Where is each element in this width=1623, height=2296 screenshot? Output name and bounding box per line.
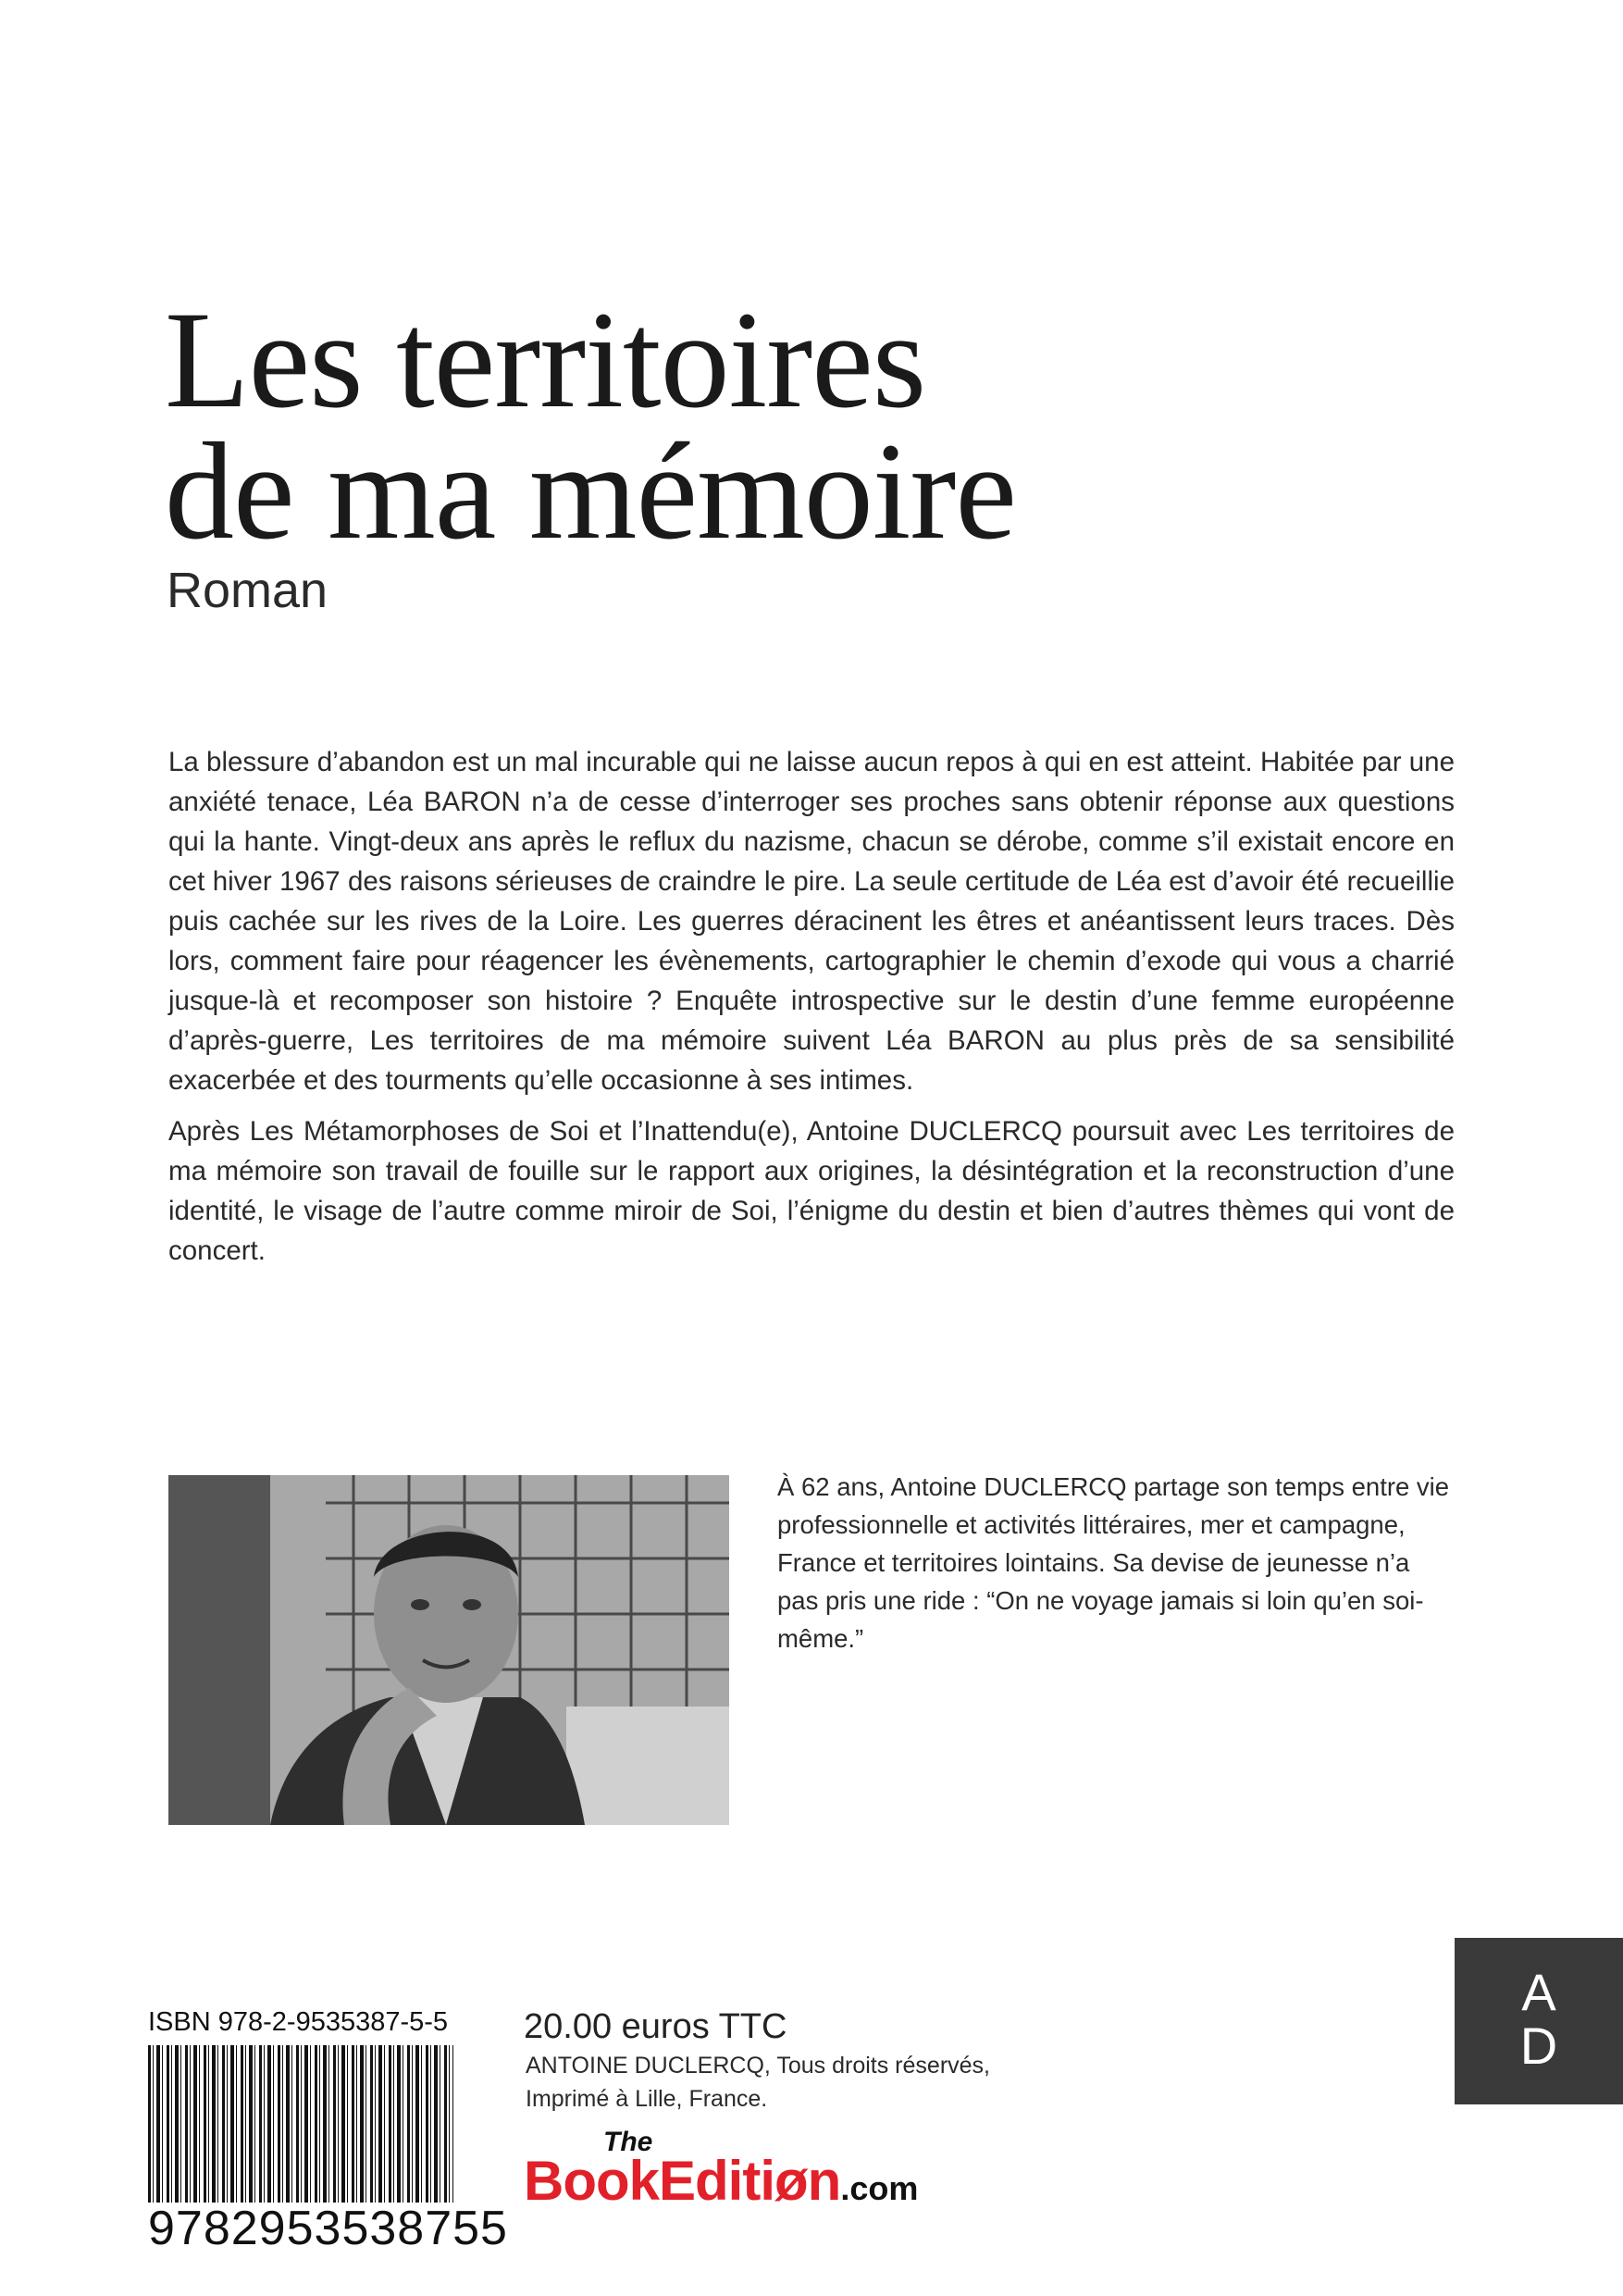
publisher-logo — [524, 2128, 986, 2212]
copyright-notice — [526, 2049, 990, 2116]
book-genre: Roman — [167, 563, 328, 618]
logo-name: BookEditi — [524, 2150, 774, 2212]
price: 20.00 euros TTC — [524, 2007, 787, 2046]
badge-letter-2: D — [1519, 2017, 1558, 2075]
barcode-number: 9782953538755 — [148, 2202, 508, 2255]
back-cover-blurb — [168, 742, 1455, 1282]
author-initials-badge — [1455, 1938, 1623, 2104]
copyright-line-1: ANTOINE DUCLERCQ, Tous droits réservés, — [526, 2053, 990, 2079]
copyright-line-2: Imprimé à Lille, France. — [526, 2086, 768, 2112]
book-title-line-1: Les territoires — [165, 283, 926, 437]
logo-suffix: .com — [840, 2169, 919, 2207]
blurb-paragraph-1: La blessure d’abandon est un mal incurable qui ne laisse aucun repos à qui en est atteint. Habitée par une anxiété tenace, Léa BARON n’a de cesse d’interroger ses proches sans obtenir réponse aux questions qui la hante. Vingt-deux ans après le reflux du nazisme, chacun se dérobe, comme s’il existait encore en cet hiver 1967 des raisons sérieuses de craindre le pire. La seule certitude de Léa est d’avoir été recueillie puis cachée sur les rives de la Loire. Les guerres déracinent les êtres et anéantissent leurs traces. Dès lors, comment faire pour réagencer les évènements, cartographier le chemin d’exode qui vous a charrié jusque-là et recomposer son histoire ? Enquête introspective sur le destin d’une femme européenne d’après-guerre, Les territoires de ma mémoire suivent Léa BARON au plus près de sa sensibilité exacerbée et des tourments qu’elle occasionne à ses intimes. — [168, 747, 1455, 1096]
barcode-icon — [148, 2045, 453, 2203]
book-title — [165, 283, 1016, 568]
logo-name-tail: n — [807, 2150, 841, 2212]
author-bio: À 62 ans, Antoine DUCLERCQ partage son temps entre vie professionnelle et activités littéraires, mer et campagne, France et territoires lointains. Sa devise de jeunesse n’a pas pris une ride : “On ne voyage jamais si loin qu’en soi-même.” — [777, 1472, 1450, 1653]
book-title-line-2: de ma mémoire — [165, 415, 1016, 568]
isbn-label: ISBN 978-2-9535387-5-5 — [148, 2007, 449, 2037]
pen-nib-icon: ø — [774, 2150, 808, 2212]
blurb-paragraph-2: Après Les Métamorphoses de Soi et l’Inattendu(e), Antoine DUCLERCQ poursuit avec Les territoires de ma mémoire son travail de fouille sur le rapport aux origines, la désintégration et la reconstruction d’une identité, le visage de l’autre comme miroir de Soi, l’énigme du destin et bien d’autres thèmes qui vont de concert. — [168, 1116, 1455, 1266]
logo-wordmark — [524, 2150, 919, 2217]
author-photo — [168, 1475, 729, 1825]
badge-letter-1: A — [1521, 1963, 1556, 2021]
logo-prefix: The — [603, 2127, 653, 2157]
